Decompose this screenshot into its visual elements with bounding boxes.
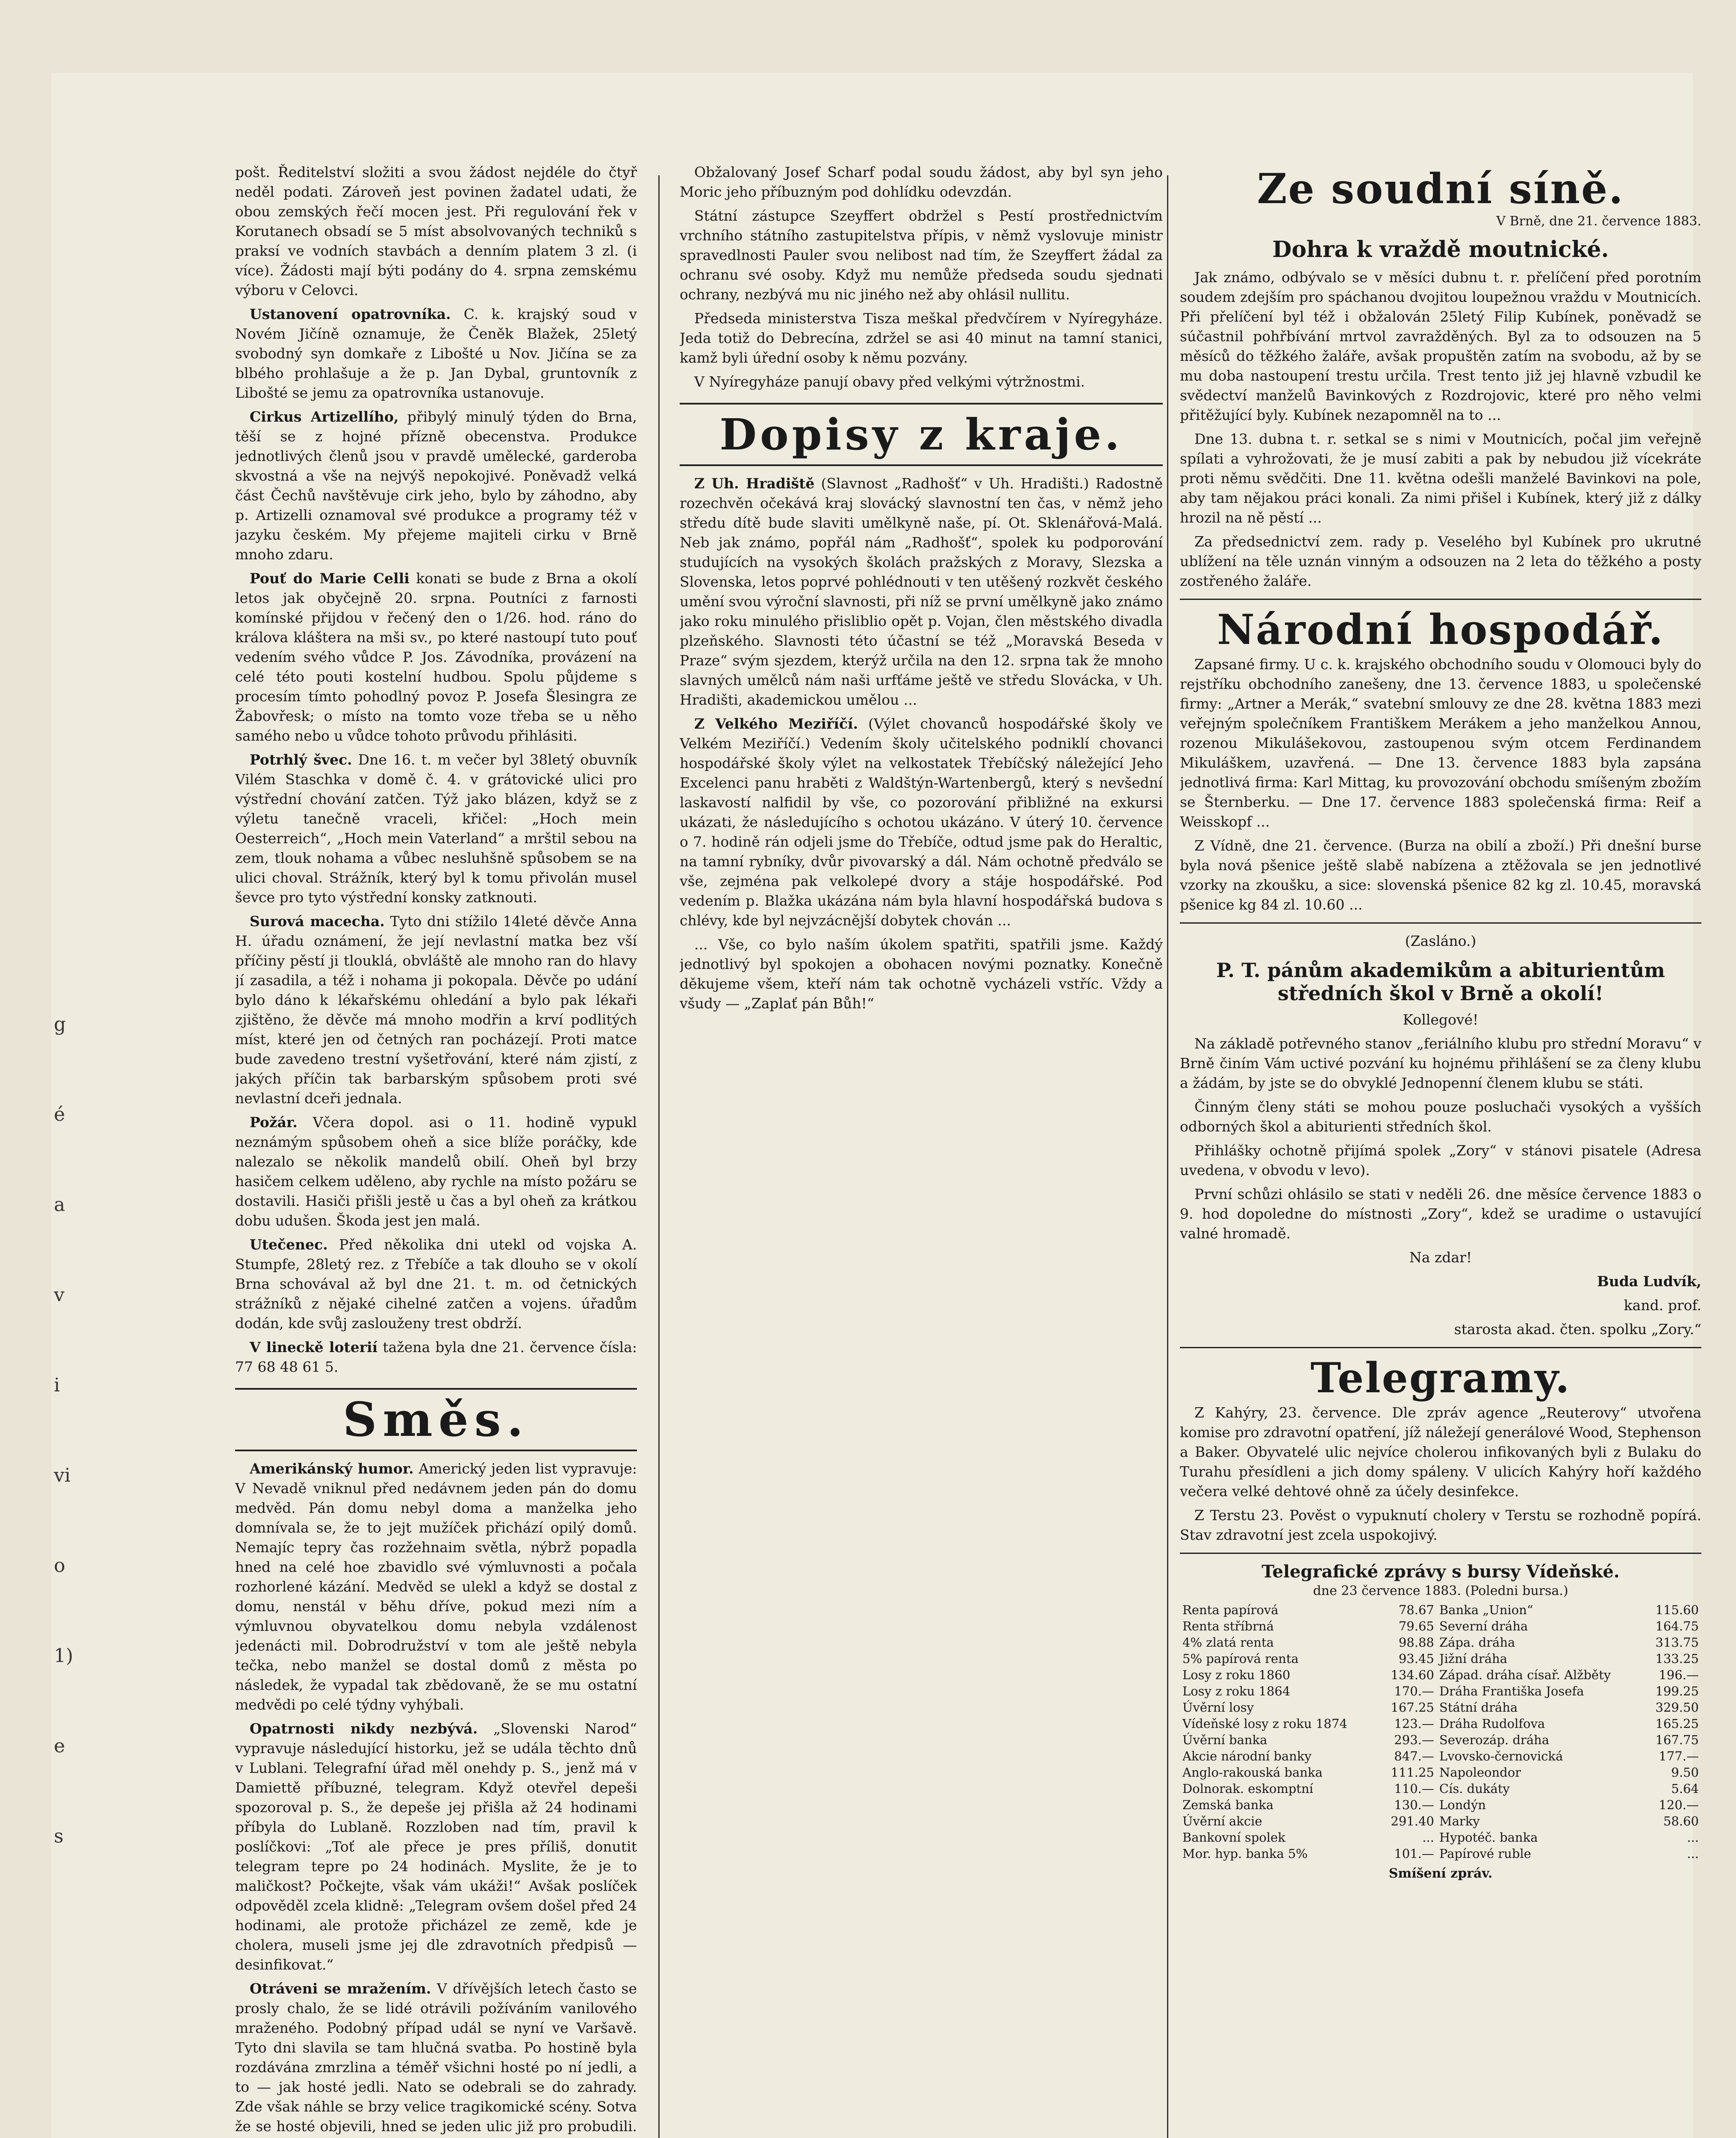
news-item (235, 1459, 637, 1715)
news-item (235, 1719, 637, 1975)
edge-fragment: i (54, 1374, 60, 1396)
article-paragraph: Z Kahýry, 23. července. Dle zpráv agence „Reuterovy“ utvořena komise pro zdravotní opatření, jíž náležejí generálové Wood, Stephenson a Baker. Obyvatelé ulic nejvíce cholerou infikovaných byli z Bulaku do Turahu přesídleni a jich domy spáleny. V ulicích Kahýry hoří každého večera velké dehtové ohně za účely desinfekce. (1180, 1404, 1701, 1500)
security-name: Jižní dráha (1439, 1651, 1507, 1666)
dateline: V Brně, dne 21. července 1883. (1496, 214, 1701, 229)
item-text: Dne 16. t. m večer byl 38letý obuvník Vilém Staschka v domě č. 4. v grátovické ulici pro výstřední chování zatčen. Týž jako blázen, když se z výletu tanečně vraceli, křičel: „Hoch mein Oesterreich“, „Hoch mein Vaterland“ a mrštil sebou na zem, tlouk nohama a vůbec nesluhšně spůsobem se na ulici choval. Strážník, který byl k tomu přivolán musel ševce pro tyto výstřední konsky zatknouti. (235, 751, 637, 906)
security-value: 115.60 (1655, 1603, 1699, 1617)
edge-fragment: a (54, 1194, 65, 1216)
item-heading: Požár. (250, 1114, 298, 1131)
item-heading: Surová macecha. (250, 913, 385, 930)
item-heading: Opatrnosti nikdy nezbývá. (250, 1720, 478, 1737)
item-heading: Otráveni se mražením. (250, 1980, 431, 1997)
article-paragraph: Zapsané firmy. U c. k. krajského obchodního soudu v Olomouci byly do rejstříku obchodního zanešeny, dne 13. července 1883, u společenské firmy: „Artner a Merák,“ svatební smlouvy ze dne 28. května 1883 mezi veřejným společníkem Františkem Merákem a jeho manželkou Annou, rozenou Mikulášekovou, zastoupenou svým otcem Ferdinandem Mikuláškem, uzavřená. — Dne 13. července 1883 byla zapsána jednotlivá firma: Karl Mittag, ku provozování obchodu smíšeným zbožím se Šternberku. — Dne 17. července 1883 společenská firma: Reif a Weisskopf ... (1180, 656, 1701, 830)
news-item (680, 714, 1163, 930)
security-value: 329.50 (1655, 1700, 1699, 1715)
security-name: Anglo-rakouská banka (1182, 1765, 1323, 1780)
security-value: 291.40 (1391, 1814, 1434, 1828)
news-item (235, 304, 637, 403)
signature-name: Buda Ludvík, (1597, 1273, 1701, 1290)
newspaper-page (51, 73, 1701, 2138)
security-value: 79.65 (1398, 1619, 1434, 1633)
security-name: Losy z roku 1860 (1182, 1668, 1291, 1682)
bourse-row (1180, 1634, 1701, 1651)
item-heading: V lineckě loterií (250, 1339, 378, 1355)
bourse-row (1180, 1781, 1701, 1797)
edge-fragment: v (54, 1284, 65, 1306)
divider (1180, 1347, 1701, 1348)
left-edge-fragments (54, 1013, 74, 1916)
edge-fragment: s (54, 1825, 64, 1847)
security-value: 847.— (1394, 1749, 1434, 1763)
security-name: Západ. dráha císař. Alžběty (1439, 1668, 1611, 1682)
security-value: 9.50 (1671, 1765, 1699, 1780)
article-paragraph: Přihlášky ochotně přijímá spolek „Zory“ v stánovi pisatele (Adresa uvedena, v obvodu v levo). (1180, 1142, 1701, 1178)
item-text: Před několika dni utekl od vojska A. Stumpfe, 28letý rez. z Třebíče a tak dlouho se v okolí Brna schovával až byl dne 21. t. m. od četnických strážníků z nějaké cihelné zatčen a vojens. úřadům dodán, kde svůj zaslouženy trest obdrží. (235, 1236, 637, 1332)
section-title-hospodar: Národní hospodář. (1217, 605, 1664, 654)
item-heading: Pouť do Marie Celli (250, 570, 410, 587)
bourse-title: Telegrafické zprávy s bursy Vídeňské. (1261, 1562, 1620, 1582)
security-value: 167.75 (1655, 1733, 1699, 1747)
column-rule (1167, 175, 1168, 2138)
bourse-row (1180, 1618, 1701, 1634)
security-value: 111.25 (1391, 1765, 1434, 1780)
article-paragraph: pošt. Ředitelství složiti a svou žádost nejdéle do čtyř neděl podati. Zároveň jest povinen žadatel udati, že obou zemských řečí mocen jest. Při regulování řek v Korutanech obsadí se 5 míst absolvovaných techniků s praksí ve vodních stavbách a denním platem 3 zl. (i více). Žádosti mají býti podány do 4. srpna zemskému výboru v Celovci. (235, 164, 637, 298)
security-value: 167.25 (1391, 1700, 1434, 1715)
security-name: Státní dráha (1439, 1700, 1518, 1715)
bourse-table (1180, 1602, 1701, 1862)
security-name: Renta stříbrná (1182, 1619, 1274, 1633)
security-name: Úvěrní losy (1182, 1700, 1254, 1715)
news-item (235, 1235, 637, 1333)
security-value: 293.— (1394, 1733, 1434, 1747)
section-title-smes: Směs. (235, 1388, 637, 1451)
security-value: 5.64 (1671, 1781, 1699, 1796)
article-paragraph: V Nyíregyháze panují obavy před velkými výtržnostmi. (694, 373, 1085, 390)
security-name: Londýn (1439, 1798, 1486, 1812)
security-name: Severozáp. dráha (1439, 1733, 1550, 1747)
bourse-row (1180, 1748, 1701, 1764)
security-value: 170.— (1394, 1684, 1434, 1698)
security-value: 98.88 (1398, 1635, 1434, 1650)
bourse-row (1180, 1764, 1701, 1781)
item-heading: Z Velkého Meziříčí. (694, 715, 858, 732)
security-name: Marky (1439, 1814, 1480, 1828)
divider (1180, 922, 1701, 924)
article-paragraph: Za předsednictví zem. rady p. Veselého byl Kubínek pro ukrutné ublížení na těle uznán vinným a odsouzen na 2 leta do těžkého a posty zostřeného žaláře. (1180, 533, 1701, 589)
bourse-date: dne 23 července 1883. (Poledni bursa.) (1313, 1583, 1568, 1598)
security-value: 199.25 (1655, 1684, 1699, 1698)
security-value: ... (1687, 1830, 1699, 1845)
news-item (235, 1113, 637, 1231)
divider (1180, 599, 1701, 600)
article-paragraph: Činným členy státi se mohou pouze posluchači vysokých a vyšších odborných škol a abiturienti středních škol. (1180, 1099, 1701, 1135)
security-value: 313.75 (1655, 1635, 1699, 1650)
security-name: Zemská banka (1182, 1798, 1274, 1812)
item-heading: Cirkus Artizellího, (250, 408, 399, 425)
section-title-telegramy: Telegramy. (1310, 1354, 1571, 1402)
security-value: 130.— (1394, 1798, 1434, 1812)
security-value: 120.— (1659, 1798, 1699, 1812)
news-item (235, 1979, 637, 2138)
item-heading: Ustanovení opatrovníka. (250, 306, 451, 322)
security-value: 164.75 (1655, 1619, 1699, 1633)
article-paragraph: Obžalovaný Josef Scharf podal soudu žádost, aby byl syn jeho Moric jeho příbuzným pod dohlídku odevzdán. (680, 164, 1163, 200)
item-text: Včera dopol. asi o 11. hodině vypukl neznámým spůsobem oheň a sice blíže poráčky, kde nalezalo se několik mandelů obilí. Oheň byl brzy hasičem celkem uděleno, aby rychle na místo požáru se dostavili. Hasiči přišli jestě u čas a byl oheň za krátkou dobu udušen. Škoda jest jen malá. (235, 1114, 637, 1229)
security-name: 5% papírová renta (1182, 1651, 1299, 1666)
bourse-row (1180, 1683, 1701, 1699)
item-text: Tyto dni stížilo 14leté děvče Anna H. úřadu oznámení, že její nevlastní matka bez vší příčiny pěstí ji tlouklá, obvláště ale mnoho ran do hlavy jí zasadila, a též i nohama ji pokopala. Děvče po udání bylo dáno k lékařskému ohledání a bylo pak lékaři zjištěno, že děvče má mnoho modřin a krví podlitých míst, které jen od četných ran pocházejí. Proti matce bude zavedeno trestní vyšetřování, které nám zjistí, z jakých příčin tak barbarským spůsobem proti své nevlastní dceři jednala. (235, 913, 637, 1107)
item-text: (Slavnost „Radhošť“ v Uh. Hradišti.) Radostně rozechvěn očekává kraj slovácký slavnostní ten čas, v němž jeho středu dítě bude slaviti umělkyně naše, pí. Ot. Sklenářová-Malá. Neb jak známo, popřál nám „Radhošť“, spolek ku podporování studujících na vysokých školách pražských z Moravy, Slezska a Slovenska, letos poprvé pohlédnouti v ten utěšený rozkvět českého umění svou výroční slavnosti, při níž se první umělkyně jako známo jako roku minulého přisliblio opět p. Vojan, člen městského divadla plzeňského. Slavnosti této účastní se též „Moravská Beseda v Praze“ svým sjezdem, kterýž určila na den 12. srpna tak že mnoho slavných umělců nám naši urfťáme ještě ve středu Slovácka, v Uh. Hradišti, akademickou umělou ... (680, 475, 1163, 708)
bourse-footer: Smíšení zpráv. (1388, 1866, 1493, 1881)
security-value: 78.67 (1398, 1603, 1434, 1617)
bourse-row (1180, 1651, 1701, 1667)
security-value: 134.60 (1391, 1668, 1434, 1682)
security-value: ... (1687, 1846, 1699, 1861)
bourse-row (1180, 1813, 1701, 1829)
security-name: Dráha Františka Josefa (1439, 1684, 1584, 1698)
section-title-dopisy: Dopisy z kraje. (680, 403, 1163, 466)
security-name: Losy z roku 1864 (1182, 1684, 1291, 1698)
security-name: Banka „Union“ (1439, 1603, 1533, 1617)
article-paragraph: Z Terstu 23. Pověst o vypuknutí cholery v Terstu se rozhodně popírá. Stav zdravotní jest zcela uspokojivý. (1180, 1507, 1701, 1543)
bourse-row (1180, 1846, 1701, 1862)
section-title-soud: Ze soudní síně. (1257, 165, 1624, 213)
security-name: Renta papírová (1182, 1603, 1279, 1617)
security-name: Lvovsko-černovická (1439, 1749, 1563, 1763)
divider (1180, 1553, 1701, 1554)
article-paragraph: Jak známo, odbývalo se v měsíci dubnu t. r. přelíčení před porotním soudem zdejším pro spáchanou dvojitou loupežnou vraždu v Moutnicích. Při přelíčení byl též i obžalován 25letý Filip Kubínek, poněvadž se súčastnil pohřbívání mrtvol zavražděných. Byl za to odsouzen na 5 měsíců do těžkého žaláře, avšak propuštěn zatím na svobodu, až by se mu doba nastoupení trestu určila. Trest tento již jej hlavně vzbudil ke svědectví manželů Bavinkových z Rozdrojovic, které pro něho velmi přitěžující byly. Kubínek nezapomněl na to ... (1180, 269, 1701, 423)
article-paragraph: Dne 13. dubna t. r. setkal se s nimi v Moutnicích, počal jim veřejně spílati a vyhrožovati, že je musí zabiti a pak by nebudou již vícekráte proti němu svědčiti. Dne 11. května odešli manželé Bavinkovi na pole, aby tam nějakou práci konali. Za nimi přišel i Kubínek, který již z dálky hrozil na ně pěstí ... (1180, 431, 1701, 526)
item-heading: Potrhlý švec. (250, 751, 352, 768)
column-right (1180, 162, 1701, 1884)
security-name: Bankovní spolek (1182, 1830, 1285, 1845)
security-name: Napoleondor (1439, 1765, 1521, 1780)
article-paragraph: Na základě potřevného stanov „feriálního klubu pro střední Moravu“ v Brně činím Vám uctivé pozvání ku hojnému přihlášení se za členy klubu a žádám, by jste se do obvyklé Jednopenní členem klubu se státi. (1180, 1035, 1701, 1091)
signature-role: starosta akad. čten. spolku „Zory.“ (1454, 1321, 1701, 1338)
bourse-row (1180, 1602, 1701, 1618)
security-name: Vídeňské losy z roku 1874 (1182, 1716, 1347, 1731)
security-name: Zápa. dráha (1439, 1635, 1515, 1650)
edge-fragment: g (54, 1013, 66, 1035)
signature-title: kand. prof. (1624, 1297, 1701, 1314)
greeting: Kollegové! (1403, 1011, 1479, 1028)
security-value: ... (1422, 1830, 1434, 1845)
item-text: konati se bude z Brna a okolí letos jak obyčejně 20. srpna. Poutníci z farnosti komínské přijdou v řečený den o 1/26. hod. ráno do králova kláštera na mši sv., po které nastoupí tuto pouť vedením svého vůdce P. Jos. Závodníka, provázení na celé této pouti kostelní hudbou. Spolu půjdeme s procesím tímto pohodlný povoz P. Josefa Šlesingra ze Žabovřesk; o místo na tomto voze třeba se u něho samého nebo u vůdce tohoto průvodu přihlásiti. (235, 570, 637, 744)
article-paragraph: ... Vše, co bylo naším úkolem spatřiti, spatřili jsme. Každý jednotlivý byl spokojen a obohacen novými poznatky. Konečně děkujeme všem, kteří nám tak ochotně vycházeli vstříc. Vždy a všudy — „Zaplať pán Bůh!“ (680, 936, 1163, 1012)
article-paragraph: Z Vídně, dne 21. července. (Burza na obilí a zboží.) Při dnešní burse byla nová pšenice ještě slabě nabízena a ztěžovala se jen jednotlivé vzorky na zkoušku, a sice: slovenská pšenice 82 kg zl. 10.45, moravská pšenice kg 84 zl. 10.60 ... (1180, 837, 1701, 913)
column-rule (658, 175, 660, 2138)
security-name: Papírové ruble (1439, 1846, 1531, 1861)
column-middle (680, 162, 1163, 1018)
article-subtitle: Dohra k vraždě moutnické. (1272, 236, 1609, 263)
article-paragraph: První schůzi ohlásilo se stati v neděli 26. dne měsíce července 1883 o 9. hod dopoledne do místnosti „Zory“, kdež se uradime o ustavující valné hromadě. (1180, 1186, 1701, 1242)
bourse-row (1180, 1797, 1701, 1813)
edge-fragment: o (54, 1555, 65, 1577)
bourse-row (1180, 1732, 1701, 1748)
edge-fragment: vi (54, 1465, 71, 1486)
security-name: Dolnorak. eskomptní (1182, 1781, 1314, 1796)
edge-fragment: é (54, 1104, 65, 1125)
security-name: Dráha Rudolfova (1439, 1716, 1545, 1731)
security-name: Hypotéč. banka (1439, 1830, 1538, 1845)
security-value: 165.25 (1655, 1716, 1699, 1731)
security-name: Cís. dukáty (1439, 1781, 1510, 1796)
news-item (235, 1338, 637, 1377)
security-name: Severní dráha (1439, 1619, 1528, 1633)
security-value: 58.60 (1663, 1814, 1699, 1828)
news-item (235, 569, 637, 746)
item-text: V dřívějších letech často se prosly chalo, že se lidé otrávili požíváním vanilového mraženého. Podobný případ udál se nyní ve Varšavě. Tyto dni slavila se tam hlučná svatba. Po hostině byla rozdávána zmrzlina a téměř všichni hosté po ní jedli, a to — jak hosté jedli. Nato se odebrali se do zahrady. Zde však náhle se brzy velice tragikomické scény. Sotva že se hosté objevili, hned se jeden ulic již pro probudili. (235, 1980, 637, 2135)
farewell: Na zdar! (1409, 1249, 1472, 1266)
security-name: Úvěrní akcie (1182, 1814, 1262, 1828)
column-left (235, 162, 637, 2138)
security-value: 93.45 (1398, 1651, 1434, 1666)
security-name: Úvěrní banka (1182, 1733, 1267, 1747)
security-value: 177.— (1659, 1749, 1699, 1763)
news-item (680, 474, 1163, 710)
bourse-row (1180, 1699, 1701, 1716)
item-heading: Amerikánský humor. (250, 1460, 414, 1477)
security-value: 196.— (1659, 1668, 1699, 1682)
item-text: C. k. krajský soud v Novém Jičíně oznamuje, že Čeněk Blažek, 25letý svobodný syn domkaře z Libošté u Nov. Jičína se za blbého prohlašuje a že p. Jan Dybal, gruntovník z Libošté se jemu za opatrovníka ustanovuje. (235, 306, 637, 401)
news-item (235, 750, 637, 907)
item-heading: Utečenec. (250, 1236, 328, 1253)
security-value: 110.— (1394, 1781, 1434, 1796)
bourse-row (1180, 1716, 1701, 1732)
news-item (235, 912, 637, 1108)
security-name: Mor. hyp. banka 5% (1182, 1846, 1308, 1861)
item-text: (Výlet chovanců hospodářské školy ve Velkém Meziříčí.) Vedením školy učitelského podniklí chovanci hospodářské školy výlet na velkostatek Třebíčský náležející Jeho Excelenci panu hraběti z Waldštýn-Wartenbergů, který s nevšední laskavostí nalfidil by vše, co pozorování přibližné na exkursi ukázati, že následujícího s ochotou ukázáno. V úterý 10. července o 7. hodině rán odjeli jsme do Třebíče, odtud jsme pak do Heraltic, na tamní rybníky, dvůr pivovarský a dál. Nám ochotně předválo se vše, zejména pak velkolepé dvory a stáje hospodářské. Pod vedením p. Blažka ukázána nám byla hlavní hospodářská budova s chlévy, kde byl nejvzácnější dobytek chován ... (680, 715, 1163, 929)
security-value: 123.— (1394, 1716, 1434, 1731)
label-zaslano: (Zasláno.) (1405, 933, 1477, 949)
bourse-row (1180, 1667, 1701, 1683)
bourse-table-body (1180, 1602, 1701, 1862)
edge-fragment: e (54, 1735, 65, 1757)
bourse-row (1180, 1829, 1701, 1846)
article-paragraph: Státní zástupce Szeyffert obdržel s Pestí prostřednictvím vrchního státního zastupitelstva přípis, v němž vyslovuje ministr spravedlnosti Pauler svou nelibost nad tím, že Szeyffert žádal za ochranu své osoby. Když mu nemůže předseda soudu sjednati ochrany, nezbývá mu nic jiného než aby ohlásil nullitu. (680, 207, 1163, 303)
security-name: 4% zlatá renta (1182, 1635, 1274, 1650)
security-value: 133.25 (1655, 1651, 1699, 1666)
item-heading: Z Uh. Hradiště (694, 475, 815, 492)
item-text: přibylý minulý týden do Brna, těší se z hojné přízně obecenstva. Produkce jednotlivých členů jsou v pravdě umělecké, garderoba skvostná a vše na nejvýš nepokojivé. Poněvadž velká část Čechů navštěvuje cirk jeho, bylo by záhodno, aby p. Artizelli oznamoval své produkce a programy též v jazyku českém. My přejeme majiteli cirku v Brně mnoho zdaru. (235, 408, 637, 563)
item-text: Americký jeden list vypravuje: V Nevadě vniknul před nedávnem jeden pán do domu medvěd. Pán domu nebyl doma a manželka jeho domnívala se, že to jejt mužíček přichází opilý domů. Nemajíc tepry čas rozžehnaim světla, nýbrž popadla hned na celé hoe zbavidlo své výmluvnosti a počala rozhorlené kázání. Medvěd se ulekl a když se dostal z domu, nenstál v běhu dříve, pokud mezi ním a výmluvnou obyvatelkou domu nebyla vzdálenost jedenácti mil. Dobrodružství v tom ale ještě nebyla tečka, nebo manžel se dostal domů z města po následek, že vypadal tak zbědovaně, že se mu ostatní medvědi po celé týdny vyhýbali. (235, 1460, 637, 1713)
item-text: tažena byla dne 21. července čísla: 77 68 48 61 5. (235, 1339, 637, 1375)
news-item (235, 407, 637, 564)
security-name: Akcie národní banky (1182, 1749, 1312, 1763)
security-value: 101.— (1394, 1846, 1434, 1861)
edge-fragment: 1) (54, 1645, 74, 1667)
notice-title: P. T. pánům akademikům a abiturientům středních škol v Brně a okolí! (1216, 959, 1665, 1005)
article-paragraph: Předseda ministerstva Tisza meškal předvčírem v Nyíregyháze. Jeda totiž do Debrecína, zdržel se asi 40 minut na tamní stanici, kamž byli úřední osoby k němu pozvány. (680, 310, 1163, 366)
item-text: „Slovenski Narod“ vypravuje následující historku, jež se udála těchto dnů v Lublani. Telegrafní úřad měl onehdy p. S., jenž má v Damiettě příbuzné, telegram. Když otevřel depeši spozoroval p. S., že depeše jej přišla až 24 hodinami příbyla do Lublaně. Rozzloben nad tím, pravil k poslíčkovi: „Toť ale přece je pres příliš, donutit telegram tepre po 24 hodinách. Myslite, že je to maličkost? Počkejte, však vám ukáži!“ Avšak poslíček odpověděl zcela klidně: „Telegram ovšem došel před 24 hodinami, ale protože přicházel ze země, kde je cholera, museli jsme jej dle zdravotních předpisů — desinfikovat.“ (235, 1720, 637, 1973)
